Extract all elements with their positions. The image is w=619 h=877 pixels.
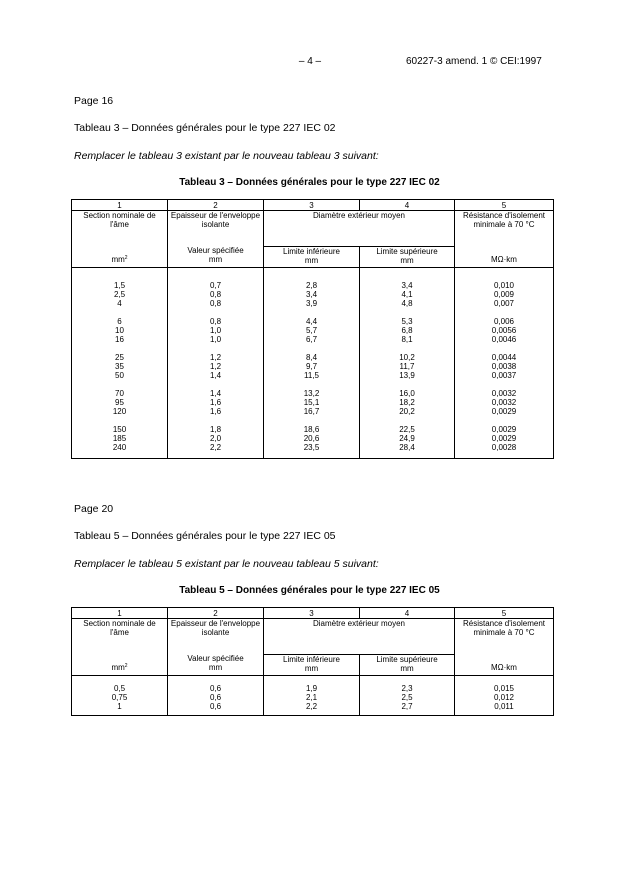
col-lower-values xyxy=(264,676,360,716)
table-cell: 2,5 xyxy=(401,693,413,702)
table-cell: 1,4 xyxy=(209,371,222,380)
col-section-values xyxy=(72,676,168,716)
table-cell: 3,4 xyxy=(305,290,318,299)
table-cell: 0,015 xyxy=(493,684,515,693)
table-cell: 20,2 xyxy=(399,407,415,416)
table-cell: 23,5 xyxy=(303,443,320,452)
col-number: 4 xyxy=(360,608,455,619)
table-cell: 4,1 xyxy=(401,290,413,299)
upper-limit-header: Limite supérieure mm xyxy=(360,246,455,267)
table5-instruction: Remplacer le tableau 5 existant par le nouveau tableau 5 suivant: xyxy=(74,558,379,570)
table-cell: 22,5 xyxy=(399,425,415,434)
group-gap xyxy=(362,308,452,317)
group-gap xyxy=(74,344,165,353)
table-cell: 5,7 xyxy=(305,326,318,335)
col-number: 1 xyxy=(72,200,168,211)
thickness-title: Epaisseur de l'enveloppe isolante xyxy=(170,211,261,229)
table-cell: 0,012 xyxy=(493,693,515,702)
table-cell: 1,0 xyxy=(209,335,222,344)
group-gap xyxy=(266,344,357,353)
table-cell: 18,2 xyxy=(399,398,415,407)
col-number: 2 xyxy=(168,200,264,211)
table-cell: 0,0037 xyxy=(491,371,517,380)
table-cell: 8,4 xyxy=(305,353,318,362)
col-lower-values xyxy=(264,268,360,459)
thickness-header xyxy=(168,619,264,676)
col-resistance-values xyxy=(455,676,554,716)
group-gap xyxy=(457,308,551,317)
table-cell: 0,011 xyxy=(494,702,514,711)
table-cell: 8,1 xyxy=(401,335,413,344)
table-cell: 0,7 xyxy=(209,281,222,290)
group-gap xyxy=(170,308,261,317)
diameter-title: Diamètre extérieur moyen xyxy=(264,211,455,247)
table-cell: 0,0046 xyxy=(491,335,517,344)
table-cell: 0,0044 xyxy=(491,353,517,362)
table-cell: 150 xyxy=(112,425,127,434)
table-cell: 6,7 xyxy=(305,335,318,344)
table-cell: 16,0 xyxy=(399,389,415,398)
table-cell: 240 xyxy=(112,443,127,452)
table-cell: 24,9 xyxy=(399,434,415,443)
section-unit: $mm^2$ xyxy=(111,663,128,672)
table-cell: 15,1 xyxy=(303,398,320,407)
page-ref-20: Page 20 xyxy=(74,503,114,515)
table-cell: 6 xyxy=(117,317,122,326)
page-number: – 4 – xyxy=(298,56,322,67)
lower-limit-header: Limite inférieure mm xyxy=(264,246,360,267)
thickness-sub: Valeur spécifiée mm xyxy=(187,654,244,672)
group-gap xyxy=(170,416,261,425)
table-cell: 11,5 xyxy=(304,371,319,380)
table-cell: 13,9 xyxy=(399,371,415,380)
thickness-title: Epaisseur de l'enveloppe isolante xyxy=(170,619,261,637)
table-cell: 0,0029 xyxy=(491,425,517,434)
diameter-title: Diamètre extérieur moyen xyxy=(264,619,455,655)
group-gap xyxy=(457,344,551,353)
col-thickness-values xyxy=(168,268,264,459)
table-cell: 1,2 xyxy=(209,362,222,371)
col-number: 2 xyxy=(168,608,264,619)
group-gap xyxy=(266,380,357,389)
table-cell: 0,010 xyxy=(493,281,515,290)
group-gap xyxy=(362,416,452,425)
table-cell: 2,1 xyxy=(305,693,318,702)
col-number: 4 xyxy=(360,200,455,211)
upper-limit-header: Limite supérieure mm xyxy=(360,654,455,675)
table-cell: 95 xyxy=(115,398,124,407)
table-cell: 28,4 xyxy=(399,443,415,452)
table-cell: 50 xyxy=(115,371,124,380)
resistance-title: Résistance d'isolement minimale à 70 °C xyxy=(462,619,545,637)
table-cell: 4,8 xyxy=(401,299,413,308)
table-cell: 5,3 xyxy=(401,317,413,326)
table-cell: 0,009 xyxy=(493,290,515,299)
resistance-unit: MΩ·km xyxy=(491,663,517,672)
table-cell: 1,4 xyxy=(209,389,222,398)
table-cell: 1,6 xyxy=(209,407,222,416)
table-cell: 0,007 xyxy=(493,299,515,308)
table5-caption: Tableau 5 – Données générales pour le type 227 IEC 05 xyxy=(179,585,440,596)
table-cell: 0,8 xyxy=(209,317,222,326)
resistance-header xyxy=(455,619,554,676)
lower-limit-header: Limite inférieure mm xyxy=(264,654,360,675)
table-cell: 2,2 xyxy=(209,443,222,452)
table-cell: 0,0056 xyxy=(491,326,517,335)
table-cell: 16 xyxy=(115,335,124,344)
table5-subtitle: Tableau 5 – Données générales pour le type 227 IEC 05 xyxy=(74,530,336,542)
table-cell: 0,6 xyxy=(209,702,222,711)
table-cell: 1,6 xyxy=(209,398,222,407)
col-number: 3 xyxy=(264,608,360,619)
table-cell: 25 xyxy=(115,353,124,362)
table-cell: 120 xyxy=(112,407,127,416)
section-header xyxy=(72,211,168,268)
table3-subtitle: Tableau 3 – Données générales pour le type 227 IEC 02 xyxy=(74,122,336,134)
group-gap xyxy=(74,416,165,425)
table-cell: 6,8 xyxy=(401,326,413,335)
table-cell: 0,0038 xyxy=(491,362,517,371)
table-cell: 1 xyxy=(117,702,122,711)
group-gap xyxy=(74,380,165,389)
table-cell: 16,7 xyxy=(303,407,320,416)
table-cell: 35 xyxy=(115,362,124,371)
resistance-title: Résistance d'isolement minimale à 70 °C xyxy=(462,211,545,229)
table-cell: 0,0032 xyxy=(491,389,517,398)
table3-instruction: Remplacer le tableau 3 existant par le nouveau tableau 3 suivant: xyxy=(74,150,379,162)
section-title: Section nominale de l'âme xyxy=(83,211,156,229)
table-cell: 4,4 xyxy=(305,317,318,326)
table-5 xyxy=(71,607,554,716)
col-number: 1 xyxy=(72,608,168,619)
group-gap xyxy=(266,416,357,425)
table-cell: 18,6 xyxy=(303,425,320,434)
table-cell: 2,2 xyxy=(305,702,318,711)
group-gap xyxy=(457,416,551,425)
document-reference: 60227-3 amend. 1 © CEI:1997 xyxy=(406,56,542,67)
page-ref-16: Page 16 xyxy=(74,95,114,107)
table-cell: 0,8 xyxy=(209,290,222,299)
section-title: Section nominale de l'âme xyxy=(83,619,156,637)
thickness-header xyxy=(168,211,264,268)
resistance-unit: MΩ·km xyxy=(491,255,517,264)
table-cell: 3,9 xyxy=(305,299,318,308)
table3-caption: Tableau 3 – Données générales pour le type 227 IEC 02 xyxy=(179,177,440,188)
table-cell: 2,5 xyxy=(113,290,126,299)
col-upper-values xyxy=(360,676,455,716)
group-gap xyxy=(457,380,551,389)
table-cell: 0,0029 xyxy=(491,434,517,443)
section-unit: $mm^2$ xyxy=(111,255,128,264)
table-3 xyxy=(71,199,554,459)
table-cell: 0,006 xyxy=(493,317,515,326)
section-header xyxy=(72,619,168,676)
col-number: 5 xyxy=(455,608,554,619)
table-cell: 1,5 xyxy=(113,281,126,290)
table-cell: 0,0028 xyxy=(491,443,517,452)
col-thickness-values xyxy=(168,676,264,716)
table-cell: 1,2 xyxy=(209,353,222,362)
table-cell: 0,75 xyxy=(111,693,128,702)
table-cell: 0,0032 xyxy=(491,398,517,407)
table-cell: 185 xyxy=(112,434,127,443)
table-cell: 11,7 xyxy=(399,362,415,371)
col-upper-values xyxy=(360,268,455,459)
table-cell: 0,8 xyxy=(209,299,222,308)
thickness-sub: Valeur spécifiée mm xyxy=(187,246,244,264)
table-cell: 2,8 xyxy=(305,281,318,290)
table-cell: 2,0 xyxy=(209,434,222,443)
table-cell: 20,6 xyxy=(303,434,320,443)
table-cell: 2,3 xyxy=(401,684,413,693)
table-cell: 9,7 xyxy=(305,362,318,371)
group-gap xyxy=(170,344,261,353)
group-gap xyxy=(74,308,165,317)
table-cell: 0,5 xyxy=(113,684,126,693)
table-cell: 0,6 xyxy=(209,684,222,693)
table-cell: 0,6 xyxy=(209,693,222,702)
table-cell: 13,2 xyxy=(303,389,320,398)
group-gap xyxy=(266,308,357,317)
table-cell: 10 xyxy=(115,326,124,335)
table-cell: 1,9 xyxy=(305,684,318,693)
table-cell: 1,0 xyxy=(209,326,222,335)
col-resistance-values xyxy=(455,268,554,459)
table-cell: 10,2 xyxy=(399,353,415,362)
table-cell: 2,7 xyxy=(401,702,413,711)
col-section-values xyxy=(72,268,168,459)
table-cell: 0,0029 xyxy=(491,407,517,416)
table-cell: 1,8 xyxy=(209,425,222,434)
group-gap xyxy=(362,380,452,389)
group-gap xyxy=(362,344,452,353)
table-cell: 3,4 xyxy=(401,281,413,290)
table-cell: 70 xyxy=(115,389,124,398)
group-gap xyxy=(170,380,261,389)
col-number: 3 xyxy=(264,200,360,211)
col-number: 5 xyxy=(455,200,554,211)
resistance-header xyxy=(455,211,554,268)
table-cell: 4 xyxy=(117,299,122,308)
